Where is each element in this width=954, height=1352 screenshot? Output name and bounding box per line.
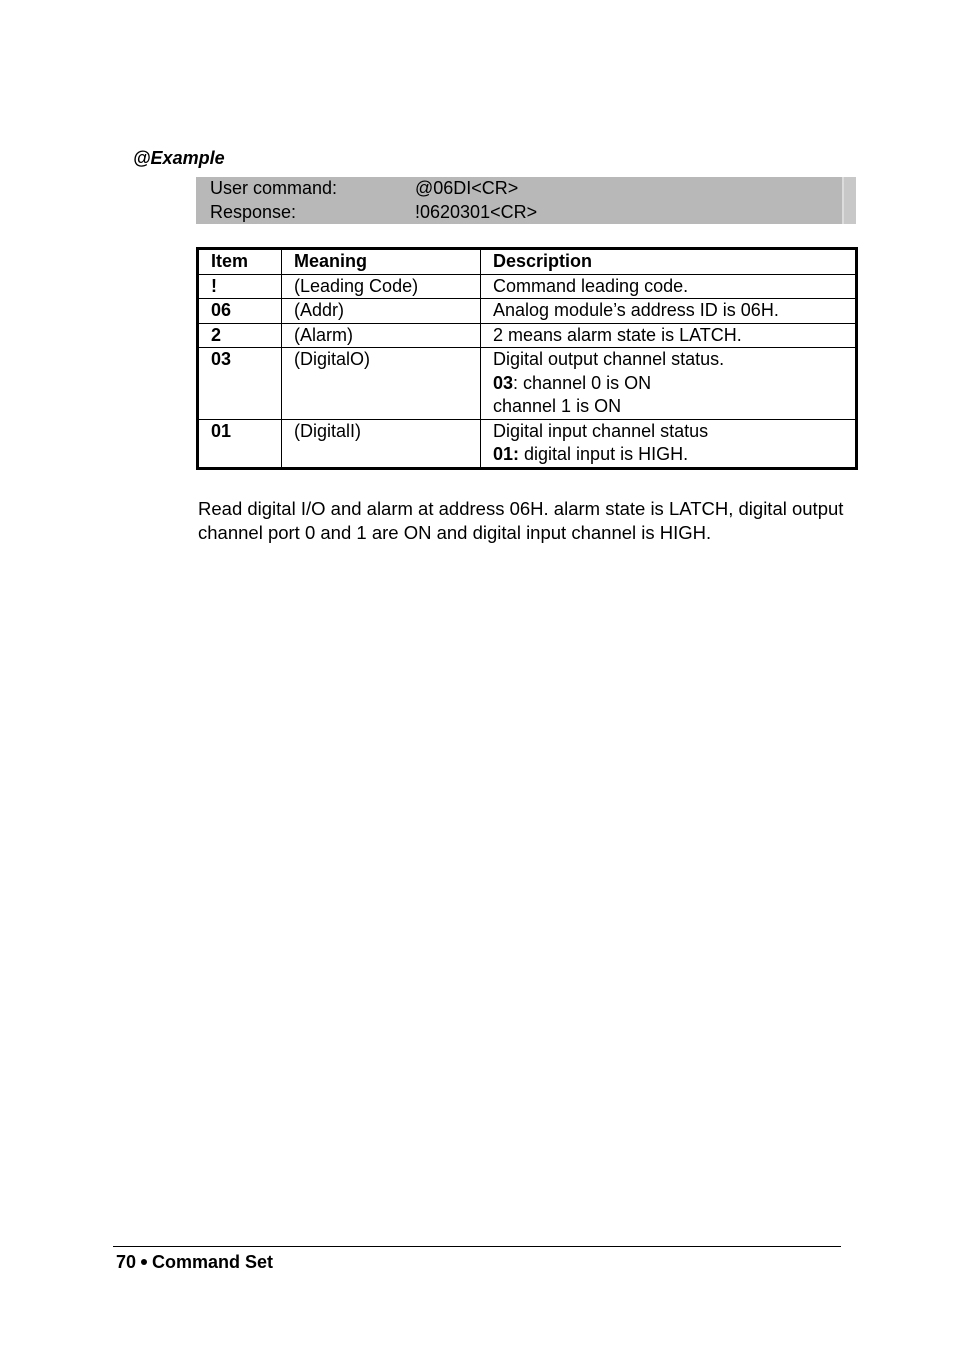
description-line xyxy=(493,275,843,299)
description-bold: 03 xyxy=(493,372,514,393)
example-heading: @Example xyxy=(133,148,225,168)
description-text: digital input is HIGH. xyxy=(519,444,689,464)
header-item: Item xyxy=(198,249,282,275)
description-text: Digital input channel status xyxy=(493,420,709,441)
description-line xyxy=(493,299,843,323)
description-line xyxy=(493,443,843,467)
table-row xyxy=(198,348,857,420)
cell-item: 06 xyxy=(198,299,282,324)
table-row xyxy=(198,299,857,324)
cell-item: 2 xyxy=(198,323,282,348)
cell-description xyxy=(481,348,857,420)
cell-meaning: (Alarm) xyxy=(282,323,481,348)
command-label: User command: xyxy=(210,178,338,198)
cell-description xyxy=(481,323,857,348)
page-number: 70 xyxy=(116,1252,137,1272)
cell-description xyxy=(481,274,857,299)
description-text: channel 1 is ON xyxy=(493,396,622,416)
bullet-icon xyxy=(141,1259,147,1265)
cell-item: ! xyxy=(198,274,282,299)
table-row xyxy=(198,419,857,468)
page-footer xyxy=(116,1251,273,1273)
response-items-table xyxy=(196,247,858,470)
table-row xyxy=(198,274,857,299)
description-text: 2 means alarm state is LATCH. xyxy=(493,324,742,345)
header-description: Description xyxy=(481,249,857,275)
description-text: : channel 0 is ON xyxy=(513,372,652,393)
description-bold: 01: xyxy=(493,444,520,464)
command-box xyxy=(196,177,856,224)
cell-item: 01 xyxy=(198,419,282,468)
description-line xyxy=(493,324,843,348)
explanation-paragraph: Read digital I/O and alarm at address 06H. alarm state is LATCH, digital output channel port 0 and 1 are ON and digital input channel is HIGH. xyxy=(198,498,844,543)
description-line xyxy=(493,395,843,419)
cell-description xyxy=(481,419,857,468)
cell-meaning: (DigitalI) xyxy=(282,419,481,468)
response-value: !0620301<CR> xyxy=(415,202,538,222)
command-box-edge xyxy=(844,177,856,224)
cell-meaning: (Leading Code) xyxy=(282,274,481,299)
cell-description xyxy=(481,299,857,324)
table-header-row xyxy=(198,249,857,275)
description-text: Digital output channel status. xyxy=(493,349,725,369)
response-label: Response: xyxy=(210,202,297,222)
footer-rule xyxy=(113,1246,841,1247)
description-text: Analog module’s address ID is 06H. xyxy=(493,300,779,320)
cell-meaning: (DigitalO) xyxy=(282,348,481,420)
description-text: Command leading code. xyxy=(493,275,689,296)
section-name: Command Set xyxy=(152,1252,274,1272)
cell-item: 03 xyxy=(198,348,282,420)
table-row xyxy=(198,323,857,348)
description-line xyxy=(493,348,843,372)
cell-meaning: (Addr) xyxy=(282,299,481,324)
description-line xyxy=(493,372,843,396)
description-line xyxy=(493,420,843,444)
command-value: @06DI<CR> xyxy=(415,178,519,198)
header-meaning: Meaning xyxy=(282,249,481,275)
